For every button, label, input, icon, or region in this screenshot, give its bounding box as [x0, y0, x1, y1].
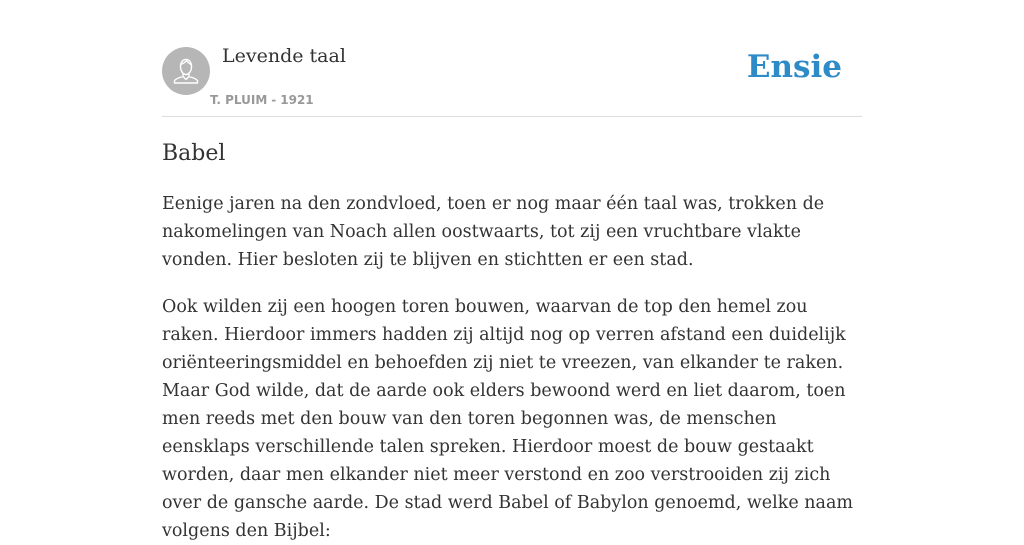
article-paragraph: Eenige jaren na den zondvloed, toen er nog maar één taal was, trokken de nakomelingen van Noach allen oostwaarts, tot zij een vruchtbare vlakte vonden. Hier besloten zij te blijven en stichtten er een stad. — [162, 194, 825, 270]
publication-year: 1921 — [280, 93, 314, 107]
article-title: Babel — [162, 141, 226, 166]
article-paragraph: Ook wilden zij een hoogen toren bouwen, waarvan de top den hemel zou raken. Hierdoor immers hadden zij altijd nog op verren afstand een duidelijk oriënteeringsmiddel en behoefden zij niet te vreezen, van elkander te raken. Maar God wilde, dat de aarde ook elders bewoond werd en liet daarom, toen men reeds met den bouw van den toren begonnen was, de menschen eensklaps verschillende talen spreken. Hierdoor moest de bouw gestaakt worden, daar men elkander niet meer verstond en zoo verstrooiden zij zich over de gansche aarde. De stad werd Babel of Babylon genoemd, welke naam volgens den Bijbel: — [162, 297, 854, 541]
article-content — [162, 138, 862, 545]
ensie-logo[interactable]: Ensie — [746, 49, 842, 85]
meta-separator: - — [271, 93, 277, 107]
user-silhouette-icon — [162, 47, 210, 95]
book-title[interactable]: Levende taal — [222, 45, 346, 67]
book-meta — [210, 93, 314, 107]
author-avatar[interactable] — [162, 47, 210, 95]
author-name[interactable]: T. PLUIM — [210, 93, 268, 107]
page-header — [162, 0, 862, 117]
